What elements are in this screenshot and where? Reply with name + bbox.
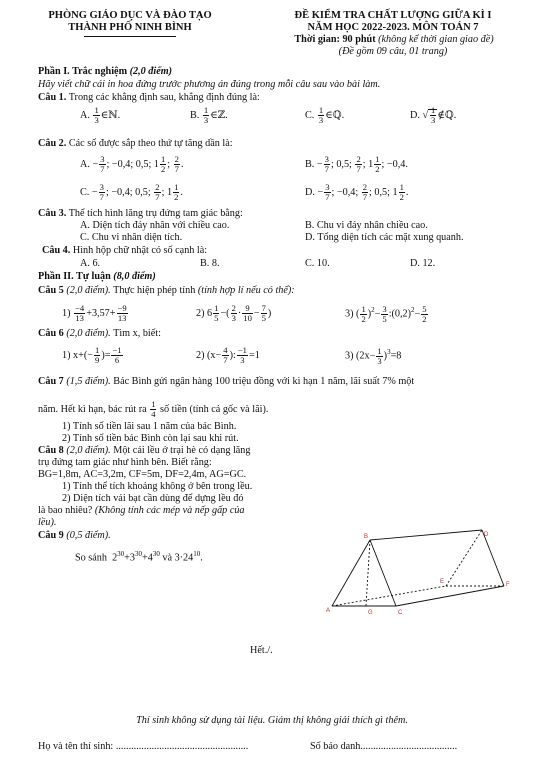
label-g: G (368, 610, 373, 616)
q3-option-a: A. Diện tích đáy nhân với chiều cao. (80, 220, 230, 231)
q7-sub1: 1) Tính số tiền lãi sau 1 năm của bác Bình. (62, 421, 237, 432)
part1-instruction: Hãy viết chữ cái in hoa đứng trước phương án đúng trong mỗi câu sau vào bài làm. (38, 79, 381, 90)
edge-ba (332, 540, 370, 606)
footer-note: Thí sinh không sử dụng tài liệu. Giám thị không giải thích gì thêm. (136, 715, 408, 726)
exam-title: ĐỀ KIỂM TRA CHẤT LƯỢNG GIỮA KÌ I (294, 10, 492, 21)
q4-option-d: D. 12. (410, 258, 436, 269)
label-a: A (326, 608, 331, 614)
q4-option-b: B. 8. (200, 258, 220, 269)
q8-sub2-cont: là bao nhiêu? (Không tính các mép và nếp gấp của (38, 505, 245, 516)
edge-df (482, 530, 504, 586)
q2-option-a: A. − $\frac{3}{7}$ ; −0,4; 0,5; 1 $\frac{1}{2}$ ; $\frac{2}{7}$ . (80, 154, 184, 174)
q8-sub2-end: lều). (38, 517, 57, 528)
q8-line3: BG=1,8m, AC=3,2m, CF=5m, DF=2,4m, AG=GC. (38, 469, 247, 480)
q1-option-d: D. √ $\frac{1}{3}$ ∉ℚ. (410, 105, 457, 125)
q1: Câu 1. Trong các khẳng định sau, khẳng định đúng là: (38, 92, 260, 103)
label-c: C (398, 610, 403, 616)
q2-option-b: B. − $\frac{3}{7}$ ; 0,5; $\frac{2}{7}$ ; 1 $\frac{1}{2}$ ; −0,4. (305, 154, 408, 174)
q8-line2: trụ đứng tam giác như hình bên. Biết rằng: (38, 457, 212, 468)
q4-option-c: C. 10. (305, 258, 330, 269)
q2: Câu 2. Các số được sắp theo thứ tự tăng dần là: (38, 138, 233, 149)
q7-line1: Câu 7 (1,5 điểm). Bác Bình gửi ngân hàng 100 triệu đồng với kì hạn 1 năm, lãi suất 7% một (38, 376, 415, 387)
q6-expr-2: 2) (x− $\frac{4}{7}$ ): $\frac{-1}{3}$ =1 (196, 345, 260, 365)
part1-title: Phần I. Trắc nghiệm (2,0 điểm) (38, 66, 173, 77)
end-mark: Hết./. (250, 645, 273, 656)
q4-option-a: A. 6. (80, 258, 101, 269)
q1-option-a: A. $\frac{1}{3}$ ∈ℕ. (80, 105, 121, 125)
q9: Câu 9 (0,5 điểm). (38, 530, 111, 541)
q5-expr-1: 1) $\frac{-4}{13}$ +3,57+ $\frac{-9}{13}$ (62, 303, 127, 323)
q7-line2: năm. Hết kì hạn, bác rút ra $\frac{1}{4}$ số tiền (tính cả gốc và lãi). (38, 399, 269, 419)
label-b: B (364, 534, 369, 540)
q3-option-c: C. Chu vi nhân diện tích. (80, 232, 183, 243)
label-d: D (484, 532, 489, 538)
height-bg (366, 540, 370, 606)
q1-option-b: B. $\frac{1}{3}$ ∈ℤ. (190, 105, 228, 125)
q6: Câu 6 (2,0 điểm). Tìm x, biết: (38, 328, 161, 339)
q3: Câu 3. Thể tích hình lăng trụ đứng tam giác bằng: (38, 208, 243, 219)
edge-bd (370, 530, 482, 540)
q8-line1: Câu 8 (2,0 điểm). Một cái lều ở trại hè có dạng lăng (38, 445, 251, 456)
edge-ed (446, 530, 482, 586)
header-left-underline (84, 36, 176, 37)
label-e: E (440, 579, 445, 585)
q7-sub2: 2) Tính số tiền bác Bình còn lại sau khi rút. (62, 433, 239, 444)
q3-option-d: D. Tổng diện tích các mặt xung quanh. (305, 232, 464, 243)
q5-expr-3: 3) ( $\frac{1}{2}$ )$^2$− $\frac{3}{5}$ $:(0,2)^2-$ $\frac{5}{2}$ (345, 303, 427, 324)
q3-option-b: B. Chu vi đáy nhân chiều cao. (305, 220, 428, 231)
school-dept: PHÒNG GIÁO DỤC VÀ ĐÀO TẠO (48, 10, 212, 21)
q6-expr-3: 3) (2x− $\frac{1}{3}$ )$^3$=8 (345, 345, 402, 366)
q8-sub2: 2) Diện tích vải bạt cần dùng để dựng lều đó (62, 493, 244, 504)
q6-expr-1: 1) x+(− $\frac{1}{9}$ )= $\frac{-1}{6}$ (62, 345, 122, 365)
q1-option-c: C. $\frac{1}{3}$ ∈ℚ. (305, 105, 345, 125)
candidate-name: Họ và tên thí sinh: .................................................... (38, 741, 249, 752)
q8-sub1: 1) Tính thể tích khoảng không ở bên trong lều. (62, 481, 253, 492)
school-city: THÀNH PHỐ NINH BÌNH (68, 22, 192, 33)
edge-bc (370, 540, 396, 606)
q4: Câu 4. Hình hộp chữ nhật có số cạnh là: (42, 245, 208, 256)
candidate-number: Số báo danh...................................... (310, 741, 458, 752)
q5: Câu 5 (2,0 điểm). Thực hiện phép tính (tính hợp lí nếu có thể): (38, 285, 295, 296)
label-f: F (506, 582, 510, 588)
part2-title: Phần II. Tự luận (8,0 điểm) (38, 271, 156, 282)
exam-year-subject: NĂM HỌC 2022-2023. MÔN TOÁN 7 (307, 22, 479, 33)
edge-cf (396, 586, 504, 606)
exam-pages: (Đề gồm 09 câu, 01 trang) (338, 46, 448, 57)
q9-expr: So sánh $2^{30}+3^{30}+4^{30}$ và $3\cdot 24^{10}$. (75, 550, 203, 564)
exam-time: Thời gian: 90 phút (không kể thời gian giao đề) (294, 34, 494, 45)
q2-option-c: C. − $\frac{3}{7}$ ; −0,4; 0,5; $\frac{2}{7}$ ; 1 $\frac{1}{2}$ . (80, 182, 183, 202)
q2-option-d: D. − $\frac{3}{7}$ ; −0,4; $\frac{2}{7}$ ; 0,5; 1 $\frac{1}{2}$ . (305, 182, 409, 202)
tent-figure (322, 528, 512, 620)
q5-expr-2: 2) 6 $\frac{1}{5}$ −( $\frac{2}{3}$ · $\frac{9}{10}$ − $\frac{7}{5}$ ) (196, 303, 272, 323)
